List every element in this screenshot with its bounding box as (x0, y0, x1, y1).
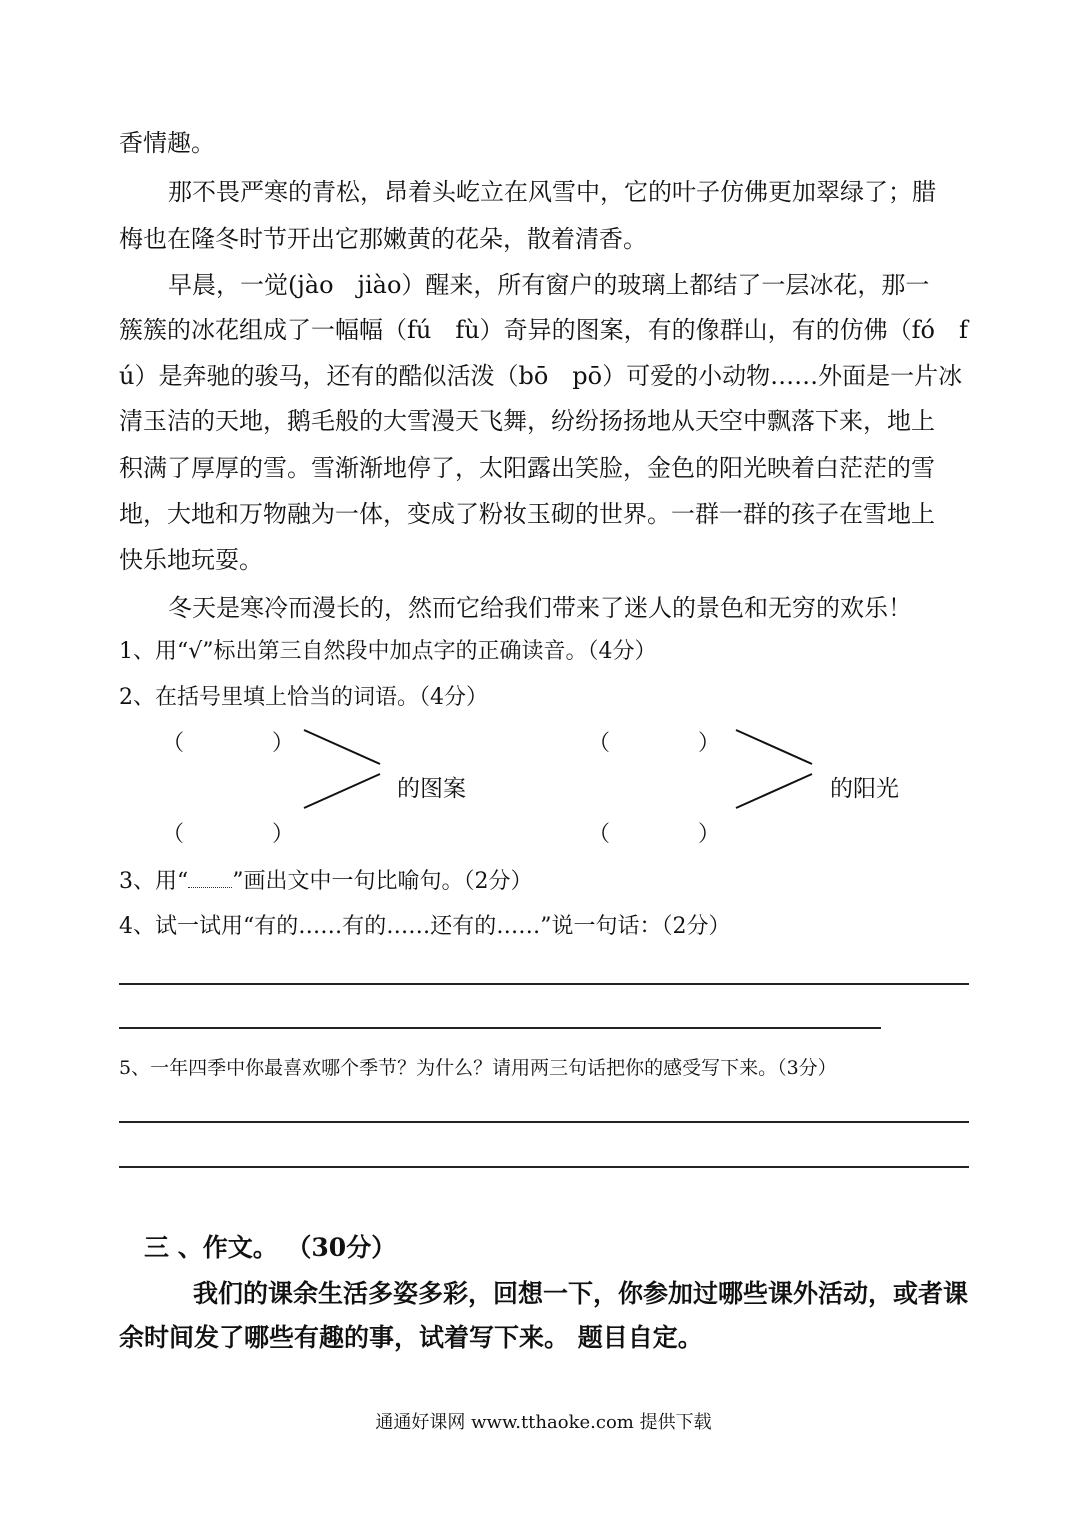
answer-line[interactable] (119, 1027, 881, 1029)
passage-line: 清玉洁的天地，鹅毛般的大雪漫天飞舞，纷纷扬扬地从天空中飘落下来，地上 (119, 407, 935, 435)
answer-bracket-left-top[interactable]: （ ） (162, 731, 295, 756)
connector-lines-left (300, 726, 390, 812)
question-3 (119, 867, 533, 897)
answer-bracket-right-bottom[interactable]: （ ） (588, 822, 721, 847)
passage-line: 梅也在隆冬时节开出它那嫩黄的花朵，散着清香。 (119, 225, 647, 253)
passage-line: 地，大地和万物融为一体，变成了粉妆玉砌的世界。一群一群的孩子在雪地上 (119, 500, 935, 528)
section-heading: 三 、作文。 （30分） (144, 1233, 397, 1262)
passage-line: 簇簇的冰花组成了一幅幅（fú fù）奇异的图案，有的像群山，有的仿佛（fó f (119, 316, 968, 344)
question-3-prefix: 3、用“ (119, 869, 189, 894)
question-2: 2、在括号里填上恰当的词语。（4分） (119, 685, 488, 710)
question-5: 5、一年四季中你最喜欢哪个季节？为什么？请用两三句话把你的感受写下来。（3分） (119, 1057, 837, 1079)
answer-bracket-right-top[interactable]: （ ） (588, 731, 721, 756)
question-4: 4、试一试用“有的……有的……还有的……”说一句话：（2分） (119, 914, 731, 939)
phrase-tail-right: 的阳光 (830, 776, 899, 802)
question-3-suffix: ”画出文中一句比喻句。（2分） (232, 869, 533, 894)
answer-line[interactable] (119, 1121, 969, 1123)
wavy-underline-sample (188, 869, 232, 888)
passage-line: 快乐地玩耍。 (119, 546, 263, 574)
passage-line: 积满了厚厚的雪。雪渐渐地停了，太阳露出笑脸，金色的阳光映着白茫茫的雪 (119, 454, 935, 482)
answer-line[interactable] (119, 1166, 969, 1168)
passage-line: 那不畏严寒的青松，昂着头屹立在风雪中，它的叶子仿佛更加翠绿了；腊 (168, 178, 936, 206)
phrase-tail-left: 的图案 (397, 776, 466, 802)
passage-line: ú）是奔驰的骏马，还有的酷似活泼（bō pō）可爱的小动物……外面是一片冰 (119, 362, 963, 390)
answer-line[interactable] (119, 983, 969, 985)
passage-line: 早晨，一觉(jào jiào）醒来，所有窗户的玻璃上都结了一层冰花，那一 (168, 271, 930, 299)
footer-text: 通通好课网 www.tthaoke.com 提供下载 (375, 1412, 712, 1433)
answer-bracket-left-bottom[interactable]: （ ） (162, 822, 295, 847)
question-1: 1、用“√”标出第三自然段中加点字的正确读音。（4分） (119, 639, 657, 664)
composition-prompt-line: 我们的课余生活多姿多彩，回想一下，你参加过哪些课外活动，或者课 (193, 1279, 969, 1308)
connector-lines-right (732, 726, 822, 812)
composition-prompt-line: 余时间发了哪些有趣的事，试着写下来。 题目自定。 (119, 1323, 703, 1352)
passage-line: 香情趣。 (119, 129, 215, 157)
passage-line: 冬天是寒冷而漫长的，然而它给我们带来了迷人的景色和无穷的欢乐！ (168, 594, 912, 622)
